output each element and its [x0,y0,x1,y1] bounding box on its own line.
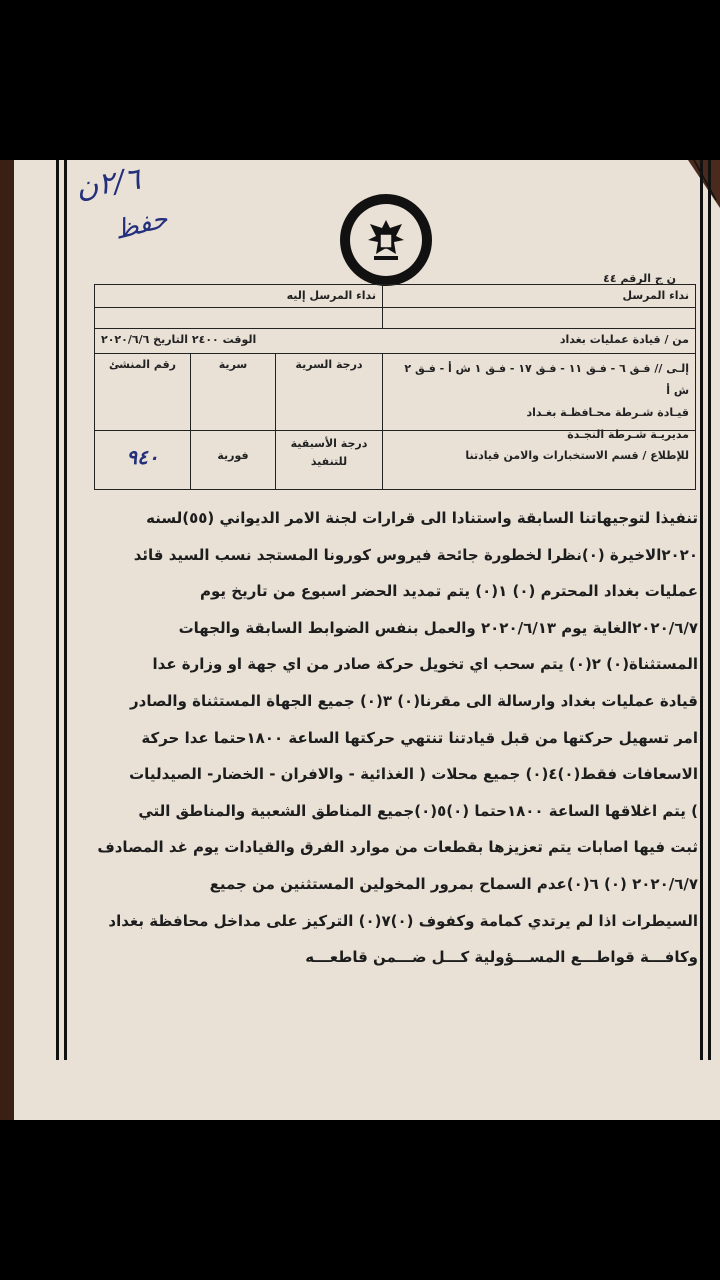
message-body [78,500,698,976]
body-line: ) يتم اغلاقها الساعة ١٨٠٠حتما (٠)٥(٠)جميع المناطق الشعبية والمناطق التي [138,801,698,820]
body-line: امر تسهيل حركتها من قبل قيادتنا تنتهي حركتها الساعة ١٨٠٠حتما عدا حركة [141,728,698,747]
body-line: ثبت فيها اصابات يتم تعزيزها بقطعات من موارد الفرق والقيادات يوم غد المصادف [97,838,698,857]
blank-cell [382,308,695,328]
document-photo [0,160,720,1120]
origin-number-label: رقم المنشئ [108,358,177,371]
handwritten-signature: حفظ [111,203,171,247]
to-line-3: مديريـة شـرطة النجـدة [567,428,689,441]
to-block [382,354,695,441]
body-line: تنفيذا لتوجيهاتنا السابقة واستنادا الى قرارات لجنة الامر الديواني (٥٥)لسنه [146,509,698,527]
body-line: عمليات بغداد المحترم (٠) ١(٠) يتم تمديد الحضر اسبوع من تاريخ يوم [200,582,698,601]
paper-sheet [14,160,720,1120]
left-border-line [56,160,59,1060]
body-line: المستثناة(٠) ٢(٠) يتم سحب اي تخويل حركة صادر من اي جهة او وزارة عدا [152,655,698,674]
right-border-line-outer [708,160,711,1060]
sender-call-label: نداء المرسل [382,285,695,307]
handwritten-note: ٢/٦ن [73,161,143,206]
reference-number: ن ج الرقم ٤٤ [603,272,676,285]
body-line: السيطرات اذا لم يرتدي كمامة وكفوف (٠)٧(٠) التركيز على مداخل محافظة بغداد [108,911,698,930]
body-line: ٢٠٢٠/٦/٧الغاية يوم ٢٠٢٠/٦/١٣ والعمل بنفس الضوابط السابقة والجهات [178,618,698,637]
classification-label: سرية [190,354,275,430]
body-line: ٢٠٢٠/٦/٧ (٠) ٦(٠)عدم السماح بمرور المخولين المستثنين من جميع [209,874,698,893]
secrecy-label: درجة السرية [275,354,382,430]
receiver-call-label: نداء المرسل إليه [286,289,376,302]
info-label: للإطلاع / قسم الاستخبارات والامن قيادتنا [382,431,695,489]
origin-number-value: ٩٤٠ [126,445,159,469]
body-line: وكافـــة قواطـــع المســـؤولية كـــل ضـــمن قاطعـــه [305,948,698,967]
priority-label: درجة الأسبقية للتنفيذ [275,431,382,489]
eagle-emblem-icon [360,214,412,266]
blank-cell [95,308,382,328]
message-form-table [94,284,696,490]
time-date: الوقت ٢٤٠٠ التاريخ ٢٠٢٠/٦/٦ [101,333,257,346]
to-line-2: قيـادة شـرطة محـافظـة بغـداد [526,406,689,419]
to-line-1: إلـى // فـق ٦ - فـق ١١ - فـق ١٧ - فـق ١ ش أ - فـق ٢ ش أ [404,362,689,397]
left-border-line-inner [64,160,67,1060]
body-line: قيادة عمليات بغداد وارسالة الى مقرنا(٠) ٣(٠) جميع الجهاة المستثناة والصادر [130,691,698,710]
priority-value: فورية [190,431,275,489]
iraq-emblem-seal [340,194,432,286]
body-line: ٢٠٢٠الاخيرة (٠)نظرا لخطورة جائحة فيروس كورونا المستجد نسب السيد قائد [133,545,698,564]
from-label: من / قيادة عمليات بغداد [559,333,689,346]
right-border-line [700,160,703,1060]
body-line: الاسعافات فقط(٠)٤(٠) جميع محلات ( الغذائية - والافران - الخضار- الصيدليات [129,765,698,784]
